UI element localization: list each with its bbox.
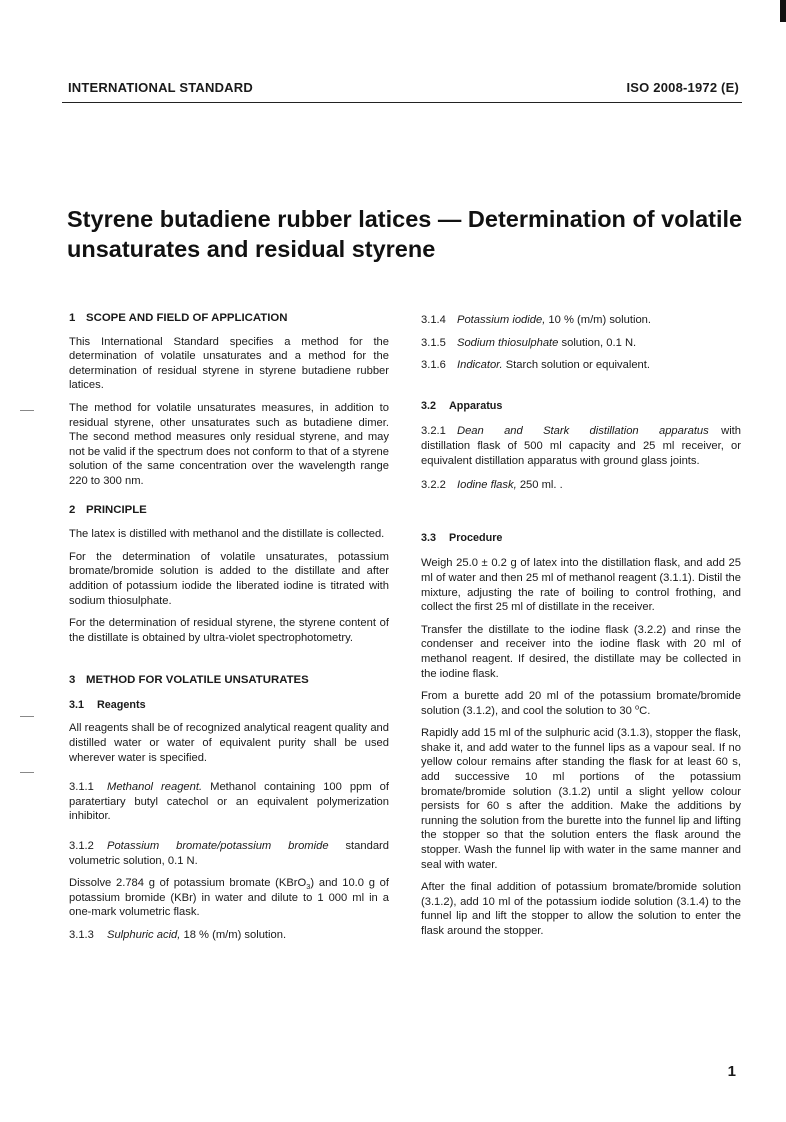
- principle-paragraph-2: For the determination of volatile unsaturates, potassium bromate/bromide solution is added to the distillate and after addition of potassium iodide the liberated iodine is titrated with sodium thiosulphate.: [69, 550, 389, 607]
- procedure-paragraph-2: Transfer the distillate to the iodine flask (3.2.2) and rinse the condenser and receiver into the iodine flask with 20 ml of methanol reagent. If desired, the distillate may be collected in the iodine flask.: [421, 623, 741, 680]
- scope-paragraph-2: The method for volatile unsaturates measures, in addition to residual styrene, other unsaturates such as butadiene dimer. The second method measures only residual styrene, and may not be valid if the spectrum does not conform to that of a styrene solution of the same concentration over the wavelength range 220 to 300 nm.: [69, 401, 389, 487]
- margin-tick: [20, 410, 34, 411]
- procedure-paragraph-5: After the final addition of potassium bromate/bromide solution (3.1.2), add 10 ml of the potassium iodide solution (3.1.4) to the funnel lip and lift the stopper to allow the solution to enter the flask around the stopper.: [421, 881, 741, 937]
- section-3-1-heading: 3.1 Reagents: [69, 698, 146, 711]
- section-1-heading: 1 SCOPE AND FIELD OF APPLICATION: [69, 312, 288, 324]
- procedure-paragraph-4: Rapidly add 15 ml of the sulphuric acid (3.1.3), stopper the flask, shake it, and add water to the funnel lips as a vapour seal. If no yellow colour remains after standing the flask for at least 60 s, add successive 10 ml portions of the potassium bromate/bromide solution (3.1.2) until a slight yellow colour persists for 60 s after the addition. Make the additions by running the solution from the burette into the funnel lip and lifting the stopper so that the solution enters the flask around the stopper. Wash the funnel lip with water in the same manner and seal with water.: [421, 727, 741, 871]
- section-3-3-heading: 3.3 Procedure: [421, 531, 503, 544]
- section-2-heading: 2 PRINCIPLE: [69, 503, 147, 516]
- reagent-3-1-5: 3.1.5 Sodium thiosulphate solution, 0.1 N.: [421, 336, 637, 349]
- procedure-paragraph-1: Weigh 25.0 ± 0.2 g of latex into the distillation flask, and add 25 ml of water and then 25 ml of methanol reagent (3.1.1). Distil the mixture, adjusting the rate of boiling to control frothing, and collect the first 25 ml of distillate in the receiver.: [421, 557, 741, 614]
- reagent-3-1-2: 3.1.2 Potassium bromate/potassium bromide standard volumetric solution, 0.1 N.: [69, 840, 389, 867]
- reagent-3-1-2-preparation: Dissolve 2.784 g of potassium bromate (KBrO$_3$) and 10.0 g of potassium bromide (KBr) in water and dilute to 1 000 ml in a one-mark volumetric flask.: [69, 877, 389, 919]
- header-rule: [62, 102, 742, 103]
- scan-corner-mark: [780, 0, 786, 22]
- margin-tick: [20, 772, 34, 773]
- header-left: INTERNATIONAL STANDARD: [68, 80, 253, 95]
- reagent-3-1-3: 3.1.3 Sulphuric acid, 18 % (m/m) solution.: [69, 929, 287, 941]
- reagents-paragraph: All reagents shall be of recognized analytical reagent quality and distilled water or water of equivalent purity shall be used wherever water is specified.: [69, 722, 389, 764]
- principle-paragraph-3: For the determination of residual styrene, the styrene content of the distillate is obtained by ultra-violet spectrophotometry.: [69, 617, 389, 644]
- section-3-heading: 3 METHOD FOR VOLATILE UNSATURATES: [69, 674, 309, 687]
- left-column: [69, 311, 389, 943]
- reagent-3-1-4: 3.1.4 Potassium iodide, 10 % (m/m) solution.: [421, 314, 652, 326]
- right-column: [421, 313, 741, 939]
- procedure-paragraph-3: From a burette add 20 ml of the potassium bromate/bromide solution (3.1.2), and cool the solution to 30 $^o$C.: [421, 690, 741, 717]
- section-3-2-heading: 3.2 Apparatus: [421, 399, 503, 412]
- apparatus-3-2-2: 3.2.2 Iodine flask, 250 ml. .: [421, 479, 563, 492]
- margin-tick: [20, 716, 34, 717]
- apparatus-3-2-1: 3.2.1 Dean and Stark distillation apparatus with distillation flask of 500 ml capacity and 25 ml receiver, or equivalent distillation apparatus with ground glass joints.: [421, 425, 742, 467]
- scope-paragraph-1: This International Standard specifies a method for the determination of volatile unsaturates and a method for the determination of residual styrene in styrene butadiene rubber latices.: [69, 335, 389, 392]
- principle-paragraph-1: The latex is distilled with methanol and the distillate is collected.: [69, 528, 385, 541]
- reagent-3-1-1: 3.1.1 Methanol reagent. Methanol containing 100 ppm of paratertiary butyl catechol or an equivalent polymerization inhibitor.: [69, 781, 390, 823]
- header-right: ISO 2008-1972 (E): [626, 80, 739, 95]
- document-title: Styrene butadiene rubber latices — Determination of volatile unsaturates and residual styrene: [67, 206, 743, 262]
- page-number: 1: [727, 1063, 736, 1080]
- reagent-3-1-6: 3.1.6 Indicator. Starch solution or equivalent.: [421, 359, 650, 372]
